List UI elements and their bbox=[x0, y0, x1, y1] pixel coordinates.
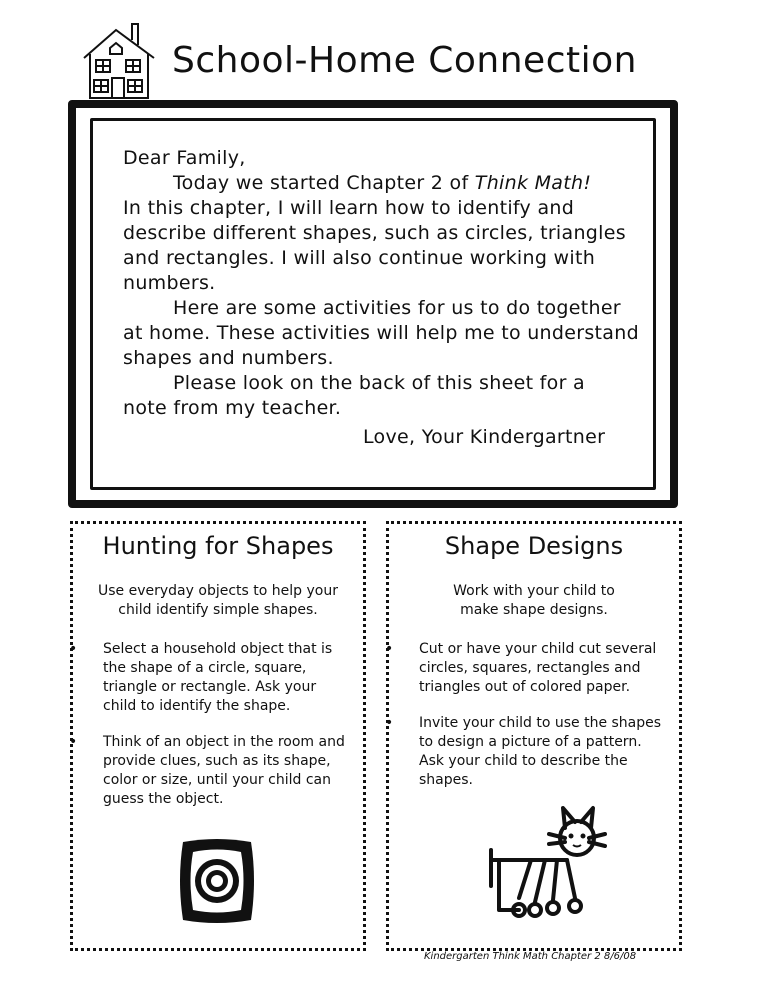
bullet: • bbox=[69, 734, 78, 750]
letter-line: shapes and numbers. bbox=[123, 347, 334, 369]
list-item-text: Think of an object in the room and provide clues, such as its shape, color or size, until your child can guess the object. bbox=[103, 734, 345, 807]
hunting-for-shapes-box bbox=[70, 521, 366, 951]
shape-designs-box bbox=[386, 521, 682, 951]
hunting-intro: Use everyday objects to help your child identify simple shapes. bbox=[98, 583, 338, 618]
hunting-list bbox=[69, 640, 363, 826]
bullet: • bbox=[385, 641, 394, 657]
letter-line bbox=[173, 171, 591, 195]
letter-line: note from my teacher. bbox=[123, 397, 342, 419]
letter-line: at home. These activities will help me to understand bbox=[123, 322, 639, 344]
letter-line: In this chapter, I will learn how to identify and bbox=[123, 197, 575, 219]
letter-line: Here are some activities for us to do together bbox=[173, 297, 621, 319]
letter-greeting: Dear Family, bbox=[123, 147, 246, 169]
book-title: Think Math! bbox=[474, 172, 592, 194]
letter-line: and rectangles. I will also continue working with bbox=[123, 247, 596, 269]
footer-note: Kindergarten Think Math Chapter 2 8/6/08 bbox=[424, 951, 637, 962]
spiral-square-icon bbox=[177, 834, 257, 926]
list-item bbox=[385, 640, 679, 697]
house-icon bbox=[80, 18, 158, 100]
letter-line-text: Today we started Chapter 2 of bbox=[173, 172, 475, 194]
list-item-text: Invite your child to use the shapes to design a picture of a pattern. Ask your child to describe the shapes. bbox=[419, 715, 662, 788]
letter-line: Please look on the back of this sheet for a bbox=[173, 372, 585, 394]
letter-inner-border bbox=[90, 118, 656, 490]
list-item bbox=[69, 640, 363, 716]
list-item-text: Cut or have your child cut several circles, squares, rectangles and triangles out of colored paper. bbox=[419, 641, 657, 695]
designs-title: Shape Designs bbox=[444, 532, 624, 560]
designs-intro: Work with your child to make shape designs. bbox=[453, 583, 615, 618]
bullet: • bbox=[69, 641, 78, 657]
letter-frame bbox=[68, 100, 678, 508]
designs-list bbox=[385, 640, 679, 807]
list-item bbox=[385, 714, 679, 790]
list-item bbox=[69, 733, 363, 809]
bullet: • bbox=[385, 715, 394, 731]
letter-line: numbers. bbox=[123, 272, 216, 294]
list-item-text: Select a household object that is the shape of a circle, square, triangle or rectangle. Ask your child to identify the shape. bbox=[103, 641, 333, 714]
letter-closing: Love, Your Kindergartner bbox=[363, 426, 606, 448]
page-title: School-Home Connection bbox=[172, 40, 637, 81]
hunting-title: Hunting for Shapes bbox=[102, 532, 334, 560]
letter-line: describe different shapes, such as circles, triangles bbox=[123, 222, 626, 244]
shape-cat-icon bbox=[479, 800, 609, 930]
